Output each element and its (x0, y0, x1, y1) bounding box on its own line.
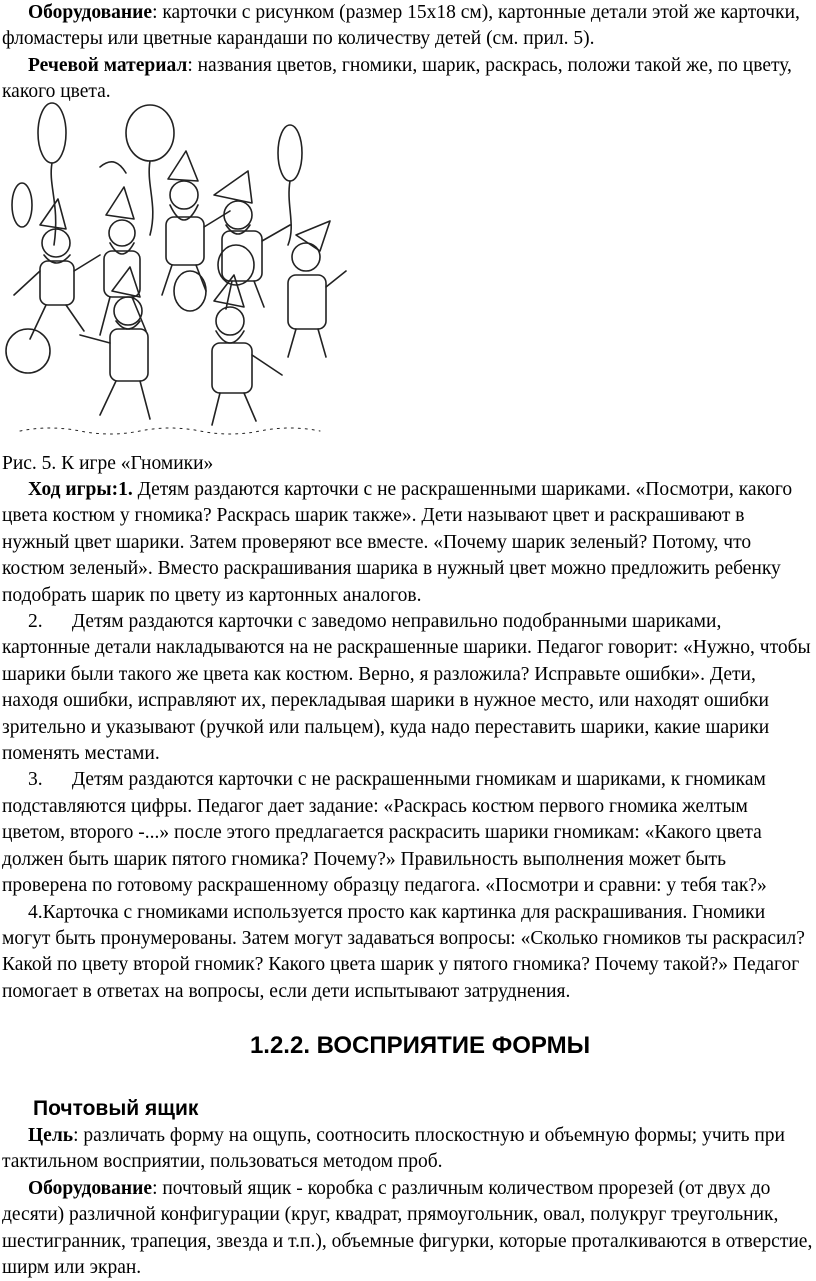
intro-block (2, 0, 814, 106)
gnome-7 (212, 275, 282, 425)
figure-caption: Рис. 5. К игре «Гномики» (2, 453, 214, 474)
equipment-label: Оборудование (28, 2, 153, 23)
balloon-4 (12, 183, 32, 227)
gnome-1 (14, 199, 100, 339)
mailbox-equipment-text: : почтовый ящик - коробка с различным количеством прорезей (от двух до десяти) различной конфигурации (круг, квадрат, прямоугольник, овал, полукруг треугольник, шестигранник, трапеция, звезда и т.п.), объемные фигурки, которые проталкиваются в отверстие, ширм или экран. (2, 1177, 813, 1279)
speech-material-label: Речевой материал (28, 54, 188, 76)
equipment-paragraph (2, 0, 814, 53)
mailbox-equipment-label: Оборудование (28, 1177, 153, 1199)
goal-label: Цель (28, 1125, 74, 1146)
step-2-paragraph: 2. Детям раздаются карточки с заведомо неправильно подобранными шариками, картонные детали накладываются на не раскрашенные шарики. Педагог говорит: «Нужно, чтобы шарики были такого же цвета как костюм. Верно, я разложила? Исправьте ошибки». Дети, находя ошибки, исправляют их, перекладывая шарики в нужное место, или находят ошибки зрительно и указывают (ручкой или пальцем), куда надо переставить шарики, какие шарики поменять местами. (2, 611, 811, 765)
gnome-5 (288, 221, 346, 357)
equipment-text: : карточки с рисунком (размер 15х18 см), картонные детали этой же карточки, фломастеры или цветные карандаши по количеству детей (см. прил. 5). (2, 2, 800, 50)
game-label: Ход игры:1. (28, 479, 133, 500)
speech-material-text: : названия цветов, гномики, шарик, раскрась, положи такой же, по цвету, какого цвета. (2, 54, 792, 103)
balloon-1 (38, 103, 66, 163)
goal-text: : различать форму на ощупь, соотносить плоскостную и объемную формы; учить при тактильном восприятии, пользоваться методом проб. (2, 1125, 785, 1173)
step-1-text: Детям раздаются карточки с не раскрашенными шариками. «Посмотри, какого цвета костюм у гномика? Раскрась шарик также». Дети называют цвет и раскрашивают в нужный цвет шарики. Затем проверяют все вместе. «Почему шарик зеленый? Потому, что костюм зеленый». Вместо раскрашивания шарика в нужный цвет можно предложить ребенку подобрать шарик по цвету из картонных аналогов. (2, 479, 793, 606)
mailbox-block (2, 1123, 814, 1281)
balloon-7 (6, 329, 50, 373)
step-3-paragraph: 3. Детям раздаются карточки с не раскрашенными гномикам и шариками, к гномикам подставляются цифры. Педагог дает задание: «Раскрась костюм первого гномика желтым цветом, второго -...» после этого предлагается раскрасить шарики гномикам: «Какого цвета должен быть шарик пятого гномика? Почему?» Правильность выполнения может быть проверена по готовому раскрашенному образцу педагога. «Посмотри и сравни: у тебя так?» (2, 769, 767, 897)
game-title: Почтовый ящик (33, 1097, 199, 1120)
gnomes-illustration (0, 95, 362, 445)
section-heading: 1.2.2. ВОСПРИЯТИЕ ФОРМЫ (249, 1032, 591, 1059)
gnome-4 (214, 171, 290, 309)
balloon-3 (278, 125, 302, 181)
step-4-paragraph: 4.Карточка с гномиками используется просто как картинка для раскрашивания. Гномики могут быть пронумерованы. Затем могут задаваться вопросы: «Сколько гномиков ты раскрасил? Какой по цвету второй гномик? Какого цвета шарик у пятого гномика? Почему такой?» Педагог помогает в ответах на вопросы, если дети испытывают затруднения. (2, 901, 805, 1002)
game-steps (2, 477, 814, 1005)
balloon-2 (126, 105, 174, 161)
step-1-paragraph (2, 477, 814, 609)
goal-paragraph (2, 1123, 814, 1176)
gnome-2 (100, 187, 146, 335)
mailbox-equipment-paragraph (2, 1176, 814, 1281)
